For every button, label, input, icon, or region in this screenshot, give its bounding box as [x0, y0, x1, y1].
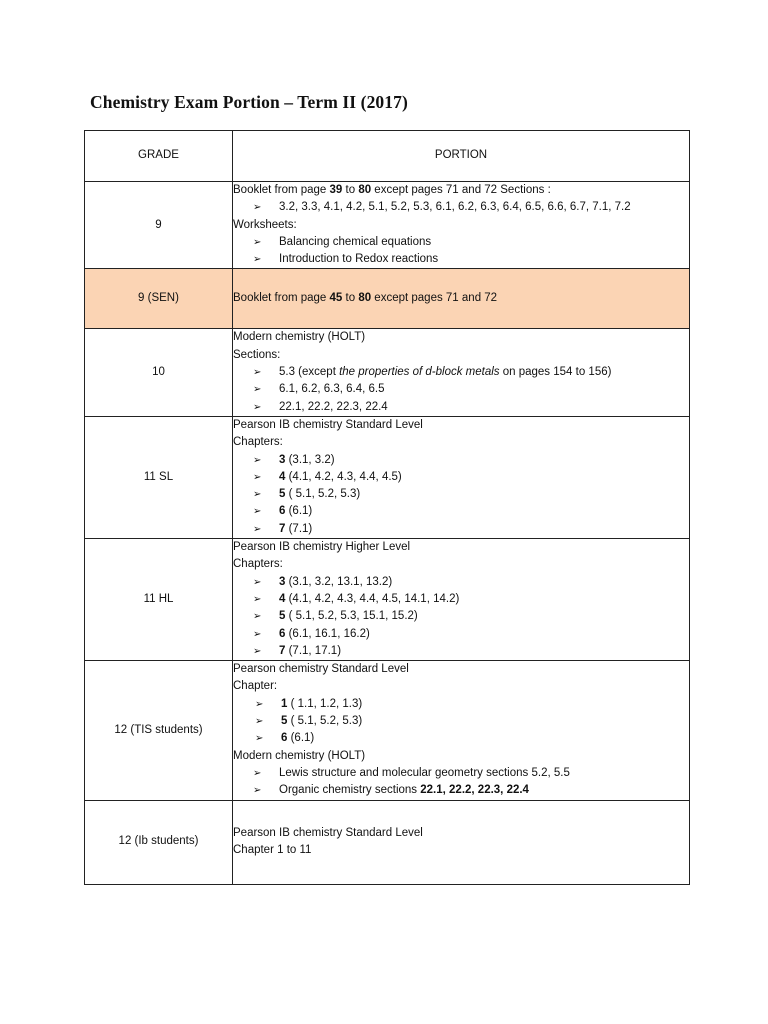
grade-cell: 12 (Ib students) [85, 800, 233, 884]
list-item: ➢ 3 (3.1, 3.2) [253, 452, 689, 469]
list-item: ➢ Balancing chemical equations [253, 234, 689, 251]
arrow-bullet-icon: ➢ [253, 471, 262, 483]
grade-cell: 10 [85, 329, 233, 416]
grade-cell: 12 (TIS students) [85, 661, 233, 800]
book-title: Pearson IB chemistry Higher Level [233, 541, 411, 554]
list-item: ➢ 6 (6.1, 16.1, 16.2) [253, 626, 689, 643]
portion-cell [233, 269, 690, 329]
arrow-bullet-icon: ➢ [253, 489, 262, 501]
book-title: Pearson IB chemistry Standard Level [233, 418, 423, 431]
arrow-bullet-icon: ➢ [253, 254, 262, 266]
exam-portion-table [84, 130, 690, 885]
booklet-line: Booklet from page 39 to 80 except pages 71 and 72 Sections : [233, 184, 551, 196]
arrow-bullet-icon: ➢ [255, 733, 264, 745]
portion-cell [233, 800, 690, 884]
list-item: ➢ Lewis structure and molecular geometry sections 5.2, 5.5 [253, 765, 689, 782]
list-item: ➢ 4 (4.1, 4.2, 4.3, 4.4, 4.5, 14.1, 14.2) [253, 591, 689, 608]
arrow-bullet-icon: ➢ [253, 645, 262, 657]
arrow-bullet-icon: ➢ [253, 384, 262, 396]
chapter-label: Chapter: [233, 680, 278, 693]
table-header-row [85, 131, 690, 182]
arrow-bullet-icon: ➢ [253, 202, 262, 214]
grade-cell: 9 (SEN) [85, 269, 233, 329]
book-title: Modern chemistry (HOLT) [233, 331, 366, 344]
grade-cell: 9 [85, 182, 233, 269]
table-row [85, 800, 690, 884]
arrow-bullet-icon: ➢ [253, 593, 262, 605]
book-title: Pearson chemistry Standard Level [233, 663, 409, 676]
worksheets-label: Worksheets: [233, 218, 297, 231]
list-item: ➢ Organic chemistry sections 22.1, 22.2, 22.3, 22.4 [253, 782, 689, 799]
list-item: ➢ 4 (4.1, 4.2, 4.3, 4.4, 4.5) [253, 469, 689, 486]
arrow-bullet-icon: ➢ [253, 576, 262, 588]
portion-cell [233, 539, 690, 661]
arrow-bullet-icon: ➢ [255, 716, 264, 728]
arrow-bullet-icon: ➢ [253, 611, 262, 623]
chapters-label: Chapters: [233, 558, 283, 571]
book-title: Pearson IB chemistry Standard Level [233, 826, 423, 839]
chapter-range: Chapter 1 to 11 [233, 844, 312, 856]
grade-cell: 11 SL [85, 416, 233, 538]
list-item: ➢ 5.3 (except the properties of d-block metals on pages 154 to 156) [253, 364, 689, 381]
table-row [85, 182, 690, 269]
portion-cell [233, 182, 690, 269]
table-row [85, 269, 690, 329]
list-item: ➢ Introduction to Redox reactions [253, 251, 689, 268]
arrow-bullet-icon: ➢ [253, 506, 262, 518]
arrow-bullet-icon: ➢ [253, 236, 262, 248]
arrow-bullet-icon: ➢ [253, 785, 262, 797]
list-item: ➢ 5 ( 5.1, 5.2, 5.3, 15.1, 15.2) [253, 608, 689, 625]
list-item: ➢ 6 (6.1) [253, 503, 689, 520]
table-row [85, 539, 690, 661]
arrow-bullet-icon: ➢ [253, 454, 262, 466]
grade-cell: 11 HL [85, 539, 233, 661]
list-item: ➢ 5 ( 5.1, 5.2, 5.3) [255, 713, 689, 730]
list-item: ➢ 1 ( 1.1, 1.2, 1.3) [255, 696, 689, 713]
list-item: ➢ 7 (7.1) [253, 521, 689, 538]
arrow-bullet-icon: ➢ [253, 523, 262, 535]
list-item: ➢ 22.1, 22.2, 22.3, 22.4 [253, 399, 689, 416]
arrow-bullet-icon: ➢ [253, 767, 262, 779]
chapters-label: Chapters: [233, 436, 283, 449]
portion-cell [233, 329, 690, 416]
sections-label: Sections: [233, 348, 281, 361]
table-row [85, 661, 690, 800]
portion-header: PORTION [233, 131, 690, 182]
list-item: ➢ 3.2, 3.3, 4.1, 4.2, 5.1, 5.2, 5.3, 6.1, 6.2, 6.3, 6.4, 6.5, 6.6, 6.7, 7.1, 7.2 [253, 199, 689, 216]
arrow-bullet-icon: ➢ [253, 367, 262, 379]
list-item: ➢ 5 ( 5.1, 5.2, 5.3) [253, 486, 689, 503]
grade-header: GRADE [85, 131, 233, 182]
list-item: ➢ 6 (6.1) [255, 730, 689, 747]
book-title: Modern chemistry (HOLT) [233, 749, 366, 762]
arrow-bullet-icon: ➢ [255, 698, 264, 710]
table-row [85, 329, 690, 416]
list-item: ➢ 6.1, 6.2, 6.3, 6.4, 6.5 [253, 381, 689, 398]
table-row [85, 416, 690, 538]
portion-cell [233, 416, 690, 538]
arrow-bullet-icon: ➢ [253, 401, 262, 413]
list-item: ➢ 7 (7.1, 17.1) [253, 643, 689, 660]
arrow-bullet-icon: ➢ [253, 628, 262, 640]
list-item: ➢ 3 (3.1, 3.2, 13.1, 13.2) [253, 574, 689, 591]
page-title: Chemistry Exam Portion – Term II (2017) [90, 92, 408, 112]
booklet-line: Booklet from page 45 to 80 except pages 71 and 72 [233, 292, 498, 305]
portion-cell [233, 661, 690, 800]
